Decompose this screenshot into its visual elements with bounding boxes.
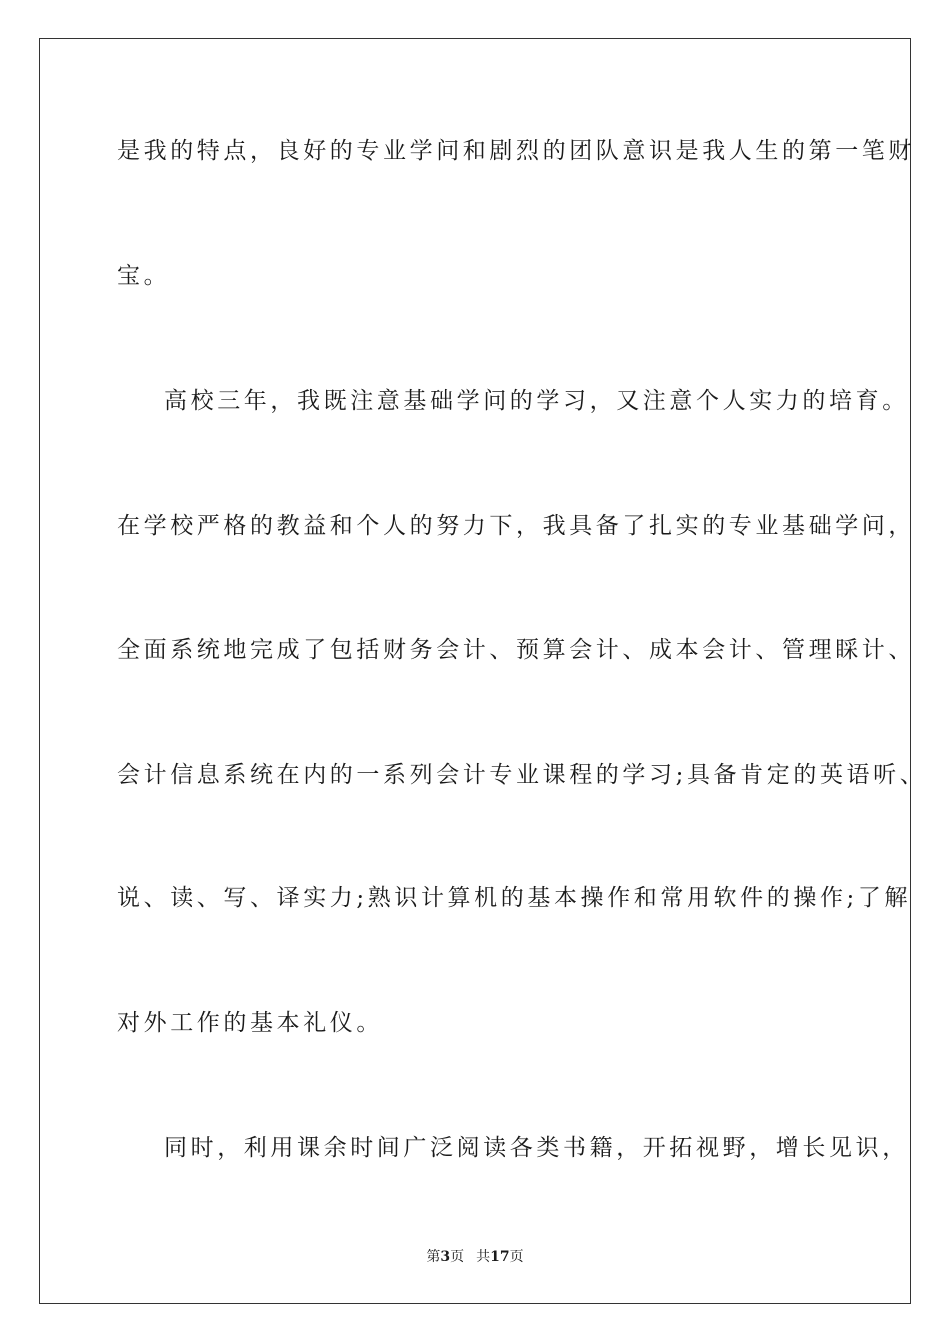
paragraph-line-4: 在学校严格的教益和个人的努力下，我具备了扎实的专业基础学问，: [117, 513, 915, 539]
paragraph-line-5: 全面系统地完成了包括财务会计、预算会计、成本会计、管理睬计、: [117, 637, 915, 663]
paragraph-line-8: 对外工作的基本礼仪。: [117, 1010, 383, 1036]
paragraph-line-6: 会计信息系统在内的一系列会计专业课程的学习;具备肯定的英语听、: [117, 762, 927, 788]
total-prefix: 共: [476, 1249, 491, 1265]
paragraph-line-1: 是我的特点，良好的专业学问和剧烈的团队意识是我人生的第一笔财: [117, 138, 915, 164]
page-number: 3: [440, 1249, 451, 1265]
page-prefix: 第: [426, 1249, 441, 1265]
page-footer: [0, 1248, 950, 1266]
paragraph-line-9: 同时，利用课余时间广泛阅读各类书籍，开拓视野，增长见识，: [164, 1135, 909, 1161]
paragraph-line-7: 说、读、写、译实力;熟识计算机的基本操作和常用软件的操作;了解: [117, 885, 912, 911]
total-pages: 17: [490, 1249, 510, 1265]
page-border: [39, 38, 911, 1304]
page-suffix: 页: [450, 1249, 465, 1265]
total-suffix: 页: [509, 1249, 524, 1265]
paragraph-line-3: 高校三年，我既注意基础学问的学习，又注意个人实力的培育。: [164, 388, 909, 414]
paragraph-line-2: 宝。: [117, 263, 171, 289]
